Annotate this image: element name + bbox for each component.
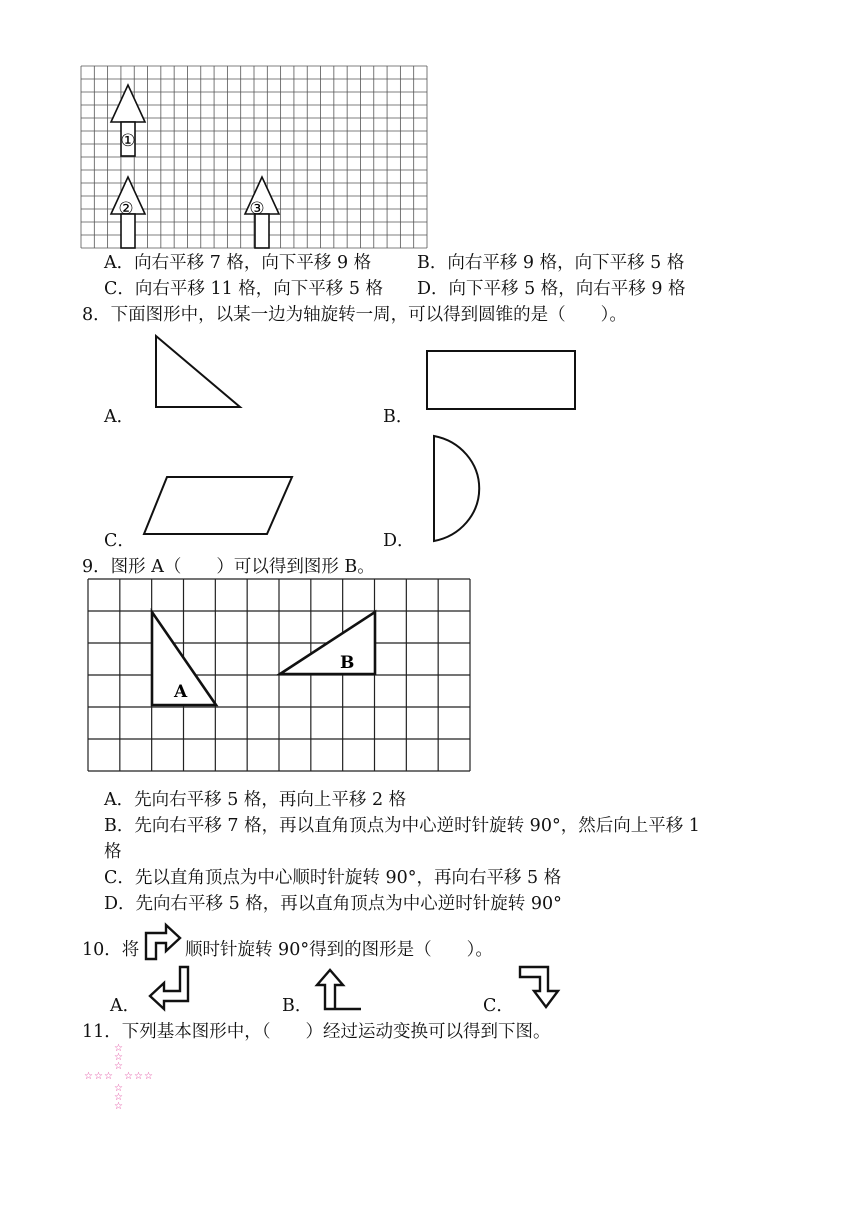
- parallelogram-shape: [141, 474, 296, 538]
- q7-option-d[interactable]: D．向下平移 5 格，向右平移 9 格: [417, 279, 686, 299]
- q9-grid-figure: [88, 579, 472, 773]
- right-triangle-shape: [150, 333, 250, 413]
- q7-option-c[interactable]: C．向右平移 11 格，向下平移 5 格: [104, 279, 384, 299]
- q10-option-a-label[interactable]: A．: [110, 996, 141, 1016]
- star-icon: ☆: [114, 1061, 123, 1072]
- q8-option-c-label[interactable]: C．: [104, 531, 135, 551]
- q10-stem-prefix: 10．将: [82, 940, 140, 960]
- bent-arrow-option-b-icon: [315, 963, 363, 1011]
- figure-label-3: ③: [249, 199, 265, 219]
- star-cross-figure: [80, 1044, 160, 1116]
- figure-label-2: ②: [118, 199, 134, 219]
- triangle-b-label: B: [340, 653, 355, 673]
- star-icon: ☆: [104, 1071, 113, 1082]
- bent-arrow-option-c-icon: [518, 963, 566, 1011]
- q7-option-b[interactable]: B．向右平移 9 格，向下平移 5 格: [417, 253, 685, 273]
- triangle-a-label: A: [174, 682, 188, 702]
- figure-label-1: ①: [120, 131, 136, 151]
- q9-option-a[interactable]: A．先向右平移 5 格，再向上平移 2 格: [104, 790, 407, 810]
- star-icon: ☆: [144, 1071, 153, 1082]
- star-icon: ☆: [114, 1083, 123, 1094]
- bent-arrow-option-a-icon: [144, 963, 192, 1011]
- star-icon: ☆: [94, 1071, 103, 1082]
- q10-option-b-label[interactable]: B．: [282, 996, 313, 1016]
- star-icon: ☆: [114, 1092, 123, 1103]
- q11-stem: 11．下列基本图形中，（ ）经过运动变换可以得到下图。: [82, 1022, 551, 1042]
- q10-option-c-label[interactable]: C．: [483, 996, 514, 1016]
- star-icon: ☆: [134, 1071, 143, 1082]
- q7-grid-figure: [81, 66, 429, 250]
- star-icon: ☆: [114, 1101, 123, 1112]
- q8-option-b-label[interactable]: B．: [383, 407, 414, 427]
- semicircle-shape: [428, 433, 498, 545]
- rectangle-shape: [424, 348, 579, 412]
- q7-option-a[interactable]: A．向右平移 7 格，向下平移 9 格: [104, 253, 372, 273]
- q9-option-d[interactable]: D．先向右平移 5 格，再以直角顶点为中心逆时针旋转 90°: [104, 894, 562, 914]
- q9-stem: 9．图形 A（ ）可以得到图形 B。: [82, 557, 375, 577]
- q8-stem: 8．下面图形中，以某一边为轴旋转一周，可以得到圆锥的是（ ）。: [82, 305, 627, 325]
- star-icon: ☆: [124, 1071, 133, 1082]
- star-icon: ☆: [84, 1071, 93, 1082]
- q9-option-b[interactable]: B．先向右平移 7 格，再以直角顶点为中心逆时针旋转 90°，然后向上平移 1: [104, 816, 700, 836]
- q8-option-a-label[interactable]: A．: [104, 407, 135, 427]
- q8-option-d-label[interactable]: D．: [383, 531, 415, 551]
- q9-option-b-continued: 格: [104, 842, 122, 862]
- star-icon: ☆: [114, 1043, 123, 1054]
- q10-stem-suffix: 顺时针旋转 90°得到的图形是（ ）。: [185, 940, 493, 960]
- q9-option-c[interactable]: C．先以直角顶点为中心顺时针旋转 90°，再向右平移 5 格: [104, 868, 562, 888]
- bent-arrow-original-icon: [140, 919, 184, 963]
- star-icon: ☆: [114, 1052, 123, 1063]
